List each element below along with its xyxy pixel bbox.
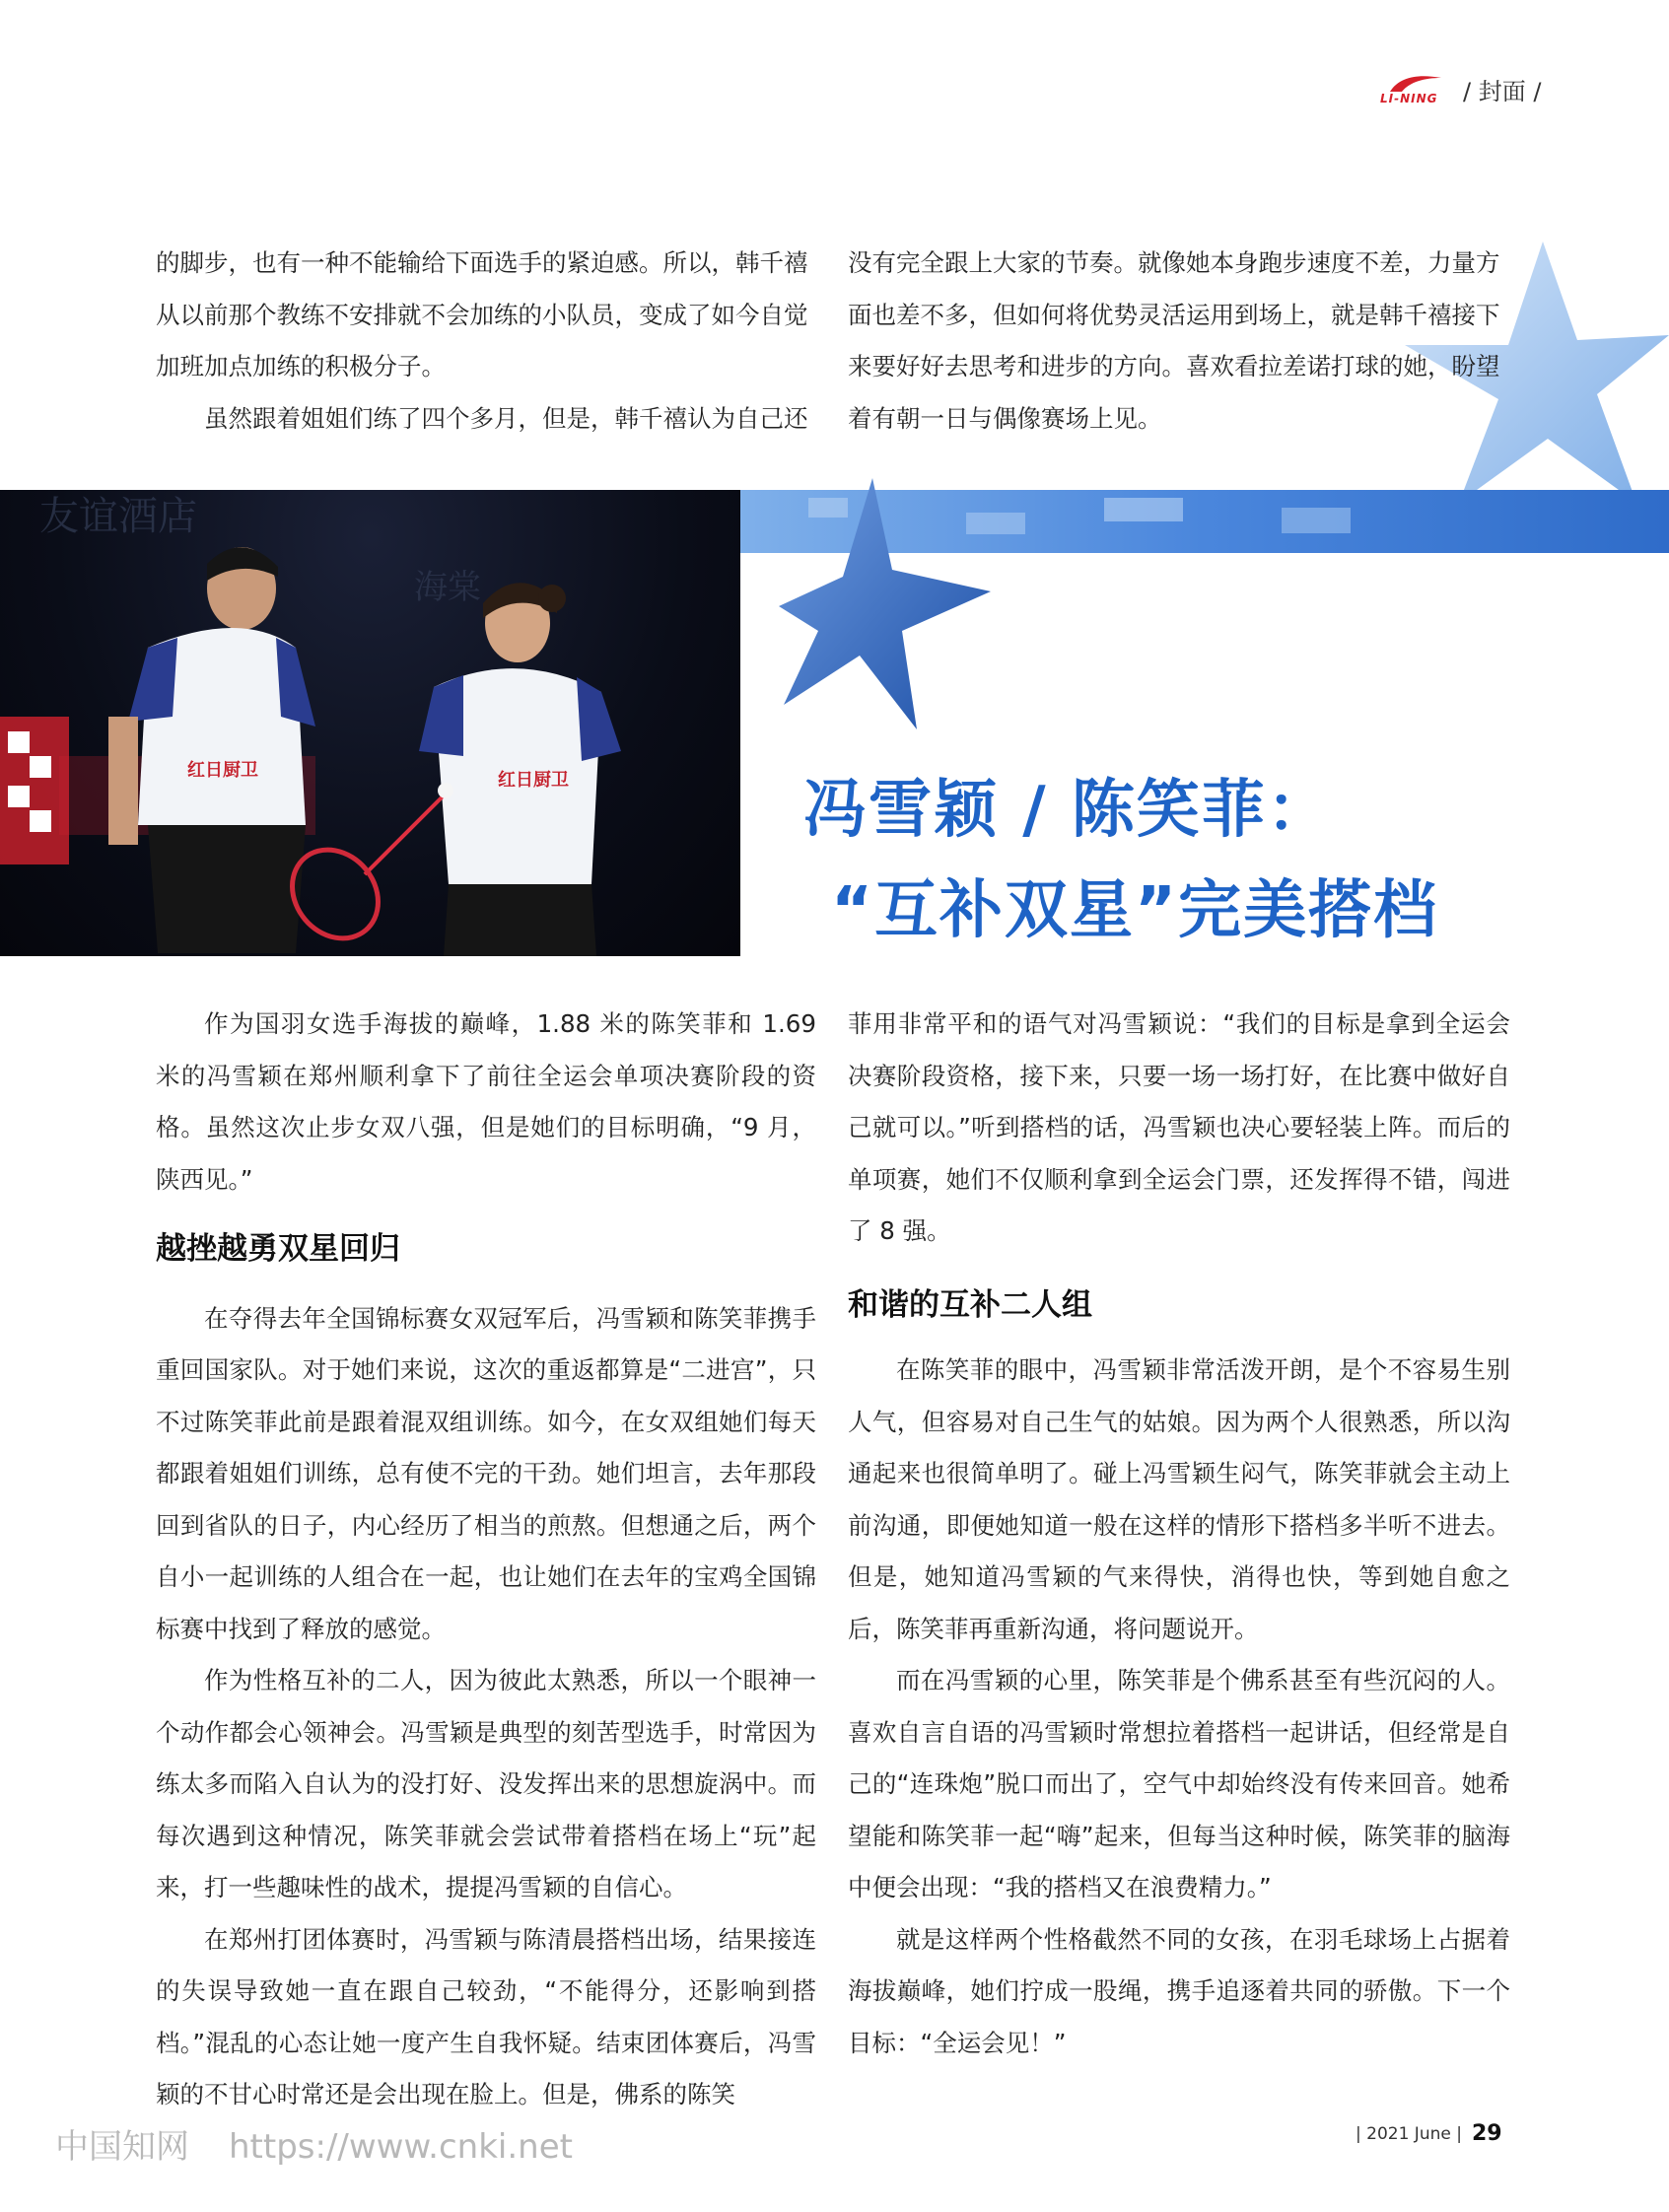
paragraph: 作为性格互补的二人，因为彼此太熟悉，所以一个眼神一个动作都会心领神会。冯雪颖是典型的刻苦型选手，时常因为练太多而陷入自认为的没打好、没发挥出来的思想旋涡中。而每次遇到这种情况，陈笑菲就会尝试带着搭档在场上“玩”起来，打一些趣味性的战术，提提冯雪颖的自信心。 xyxy=(156,1666,816,1901)
text-line: 的脚步，也有一种不能输给下面选手的紧迫感。所以，韩千禧 xyxy=(156,248,808,277)
right-column xyxy=(848,999,1510,2069)
photo-illustration xyxy=(0,490,740,956)
text-line: 来要好好去思考和进步的方向。喜欢看拉差诺打球的她，盼望 xyxy=(848,352,1500,380)
watermark xyxy=(55,2119,573,2168)
jersey-text-right: 红日厨卫 xyxy=(498,770,569,791)
section-label: / 封面 / xyxy=(1463,77,1542,105)
jersey-text-left: 红日厨卫 xyxy=(187,760,258,781)
text-line: 面也差不多，但如何将优势灵活运用到场上，就是韩千禧接下 xyxy=(848,300,1500,329)
players-photo xyxy=(0,490,740,956)
watermark-url: https://www.cnki.net xyxy=(229,2127,573,2167)
text-line: 着有朝一日与偶像赛场上见。 xyxy=(848,403,1162,433)
paragraph: 在陈笑菲的眼中，冯雪颖非常活泼开朗，是个不容易生别人气，但容易对自己生气的姑娘。因为两个人很熟悉，所以沟通起来也很简单明了。碰上冯雪颖生闷气，陈笑菲就会主动上前沟通，即便她知道一般在这样的情形下搭档多半听不进去。但是，她知道冯雪颖的气来得快，消得也快，等到她自愈之后，陈笑菲再重新沟通，将问题说开。 xyxy=(848,1355,1510,1643)
text-line: 没有完全跟上大家的节奏。就像她本身跑步速度不差，力量方 xyxy=(848,248,1500,277)
page-number: 29 xyxy=(1471,2121,1502,2146)
top-left-column xyxy=(156,238,816,445)
intro-paragraph: 作为国羽女选手海拔的巅峰，1.88 米的陈笑菲和 1.69 米的冯雪颖在郑州顺利拿下了前往全运会单项决赛阶段的资格。虽然这次止步女双八强，但是她们的目标明确，“9 月，陕西见。” xyxy=(156,1009,816,1194)
svg-text:友谊酒店: 友谊酒店 xyxy=(39,494,197,539)
li-ning-logo xyxy=(1380,72,1449,105)
svg-text:海棠: 海棠 xyxy=(414,568,481,607)
title-line-2: “互补双星”完美搭档 xyxy=(831,874,1439,947)
paragraph: 而在冯雪颖的心里，陈笑菲是个佛系甚至有些沉闷的人。喜欢自言自语的冯雪颖时常想拉着搭档一起讲话，但经常是自己的“连珠炮”脱口而出了，空气中却始终没有传来回音。她希望能和陈笑菲一起“嗨”起来，但每当这种时候，陈笑菲的脑海中便会出现：“我的搭档又在浪费精力。” xyxy=(848,1666,1510,1901)
text-line: 从以前那个教练不安排就不会加练的小队员，变成了如今自觉 xyxy=(156,300,808,329)
page-header xyxy=(1380,69,1541,108)
paragraph: 在夺得去年全国锦标赛女双冠军后，冯雪颖和陈笑菲携手重回国家队。对于她们来说，这次的重返都算是“二进宫”，只不过陈笑菲此前是跟着混双组训练。如今，在女双组她们每天都跟着姐姐们训练，总有使不完的干劲。她们坦言，去年那段回到省队的日子，内心经历了相当的煎熬。但想通之后，两个自小一起训练的人组合在一起，也让她们在去年的宝鸡全国锦标赛中找到了释放的感觉。 xyxy=(156,1303,816,1643)
title-line-1: 冯雪颖 / 陈笑菲： xyxy=(803,774,1332,847)
paragraph: 在郑州打团体赛时，冯雪颖与陈清晨搭档出场，结果接连的失误导致她一直在跟自己较劲，“不能得分，还影响到搭档。”混乱的心态让她一度产生自我怀疑。结束团体赛后，冯雪颖的不甘心时常还是会出现在脸上。但是，佛系的陈笑 xyxy=(156,1924,816,2108)
left-column xyxy=(156,999,816,2121)
text-line: 加班加点加练的积极分子。 xyxy=(156,352,446,380)
article-title xyxy=(803,759,1438,950)
page-footer xyxy=(1356,2121,1502,2146)
paragraph: 菲用非常平和的语气对冯雪颖说：“我们的目标是拿到全运会决赛阶段资格，接下来，只要一场一场打好，在比赛中做好自己就可以。”听到搭档的话，冯雪颖也决心要轻装上阵。而后的单项赛，她们不仅顺利拿到全运会门票，还发挥得不错，闯进了 8 强。 xyxy=(848,1009,1510,1245)
watermark-cn: 中国知网 xyxy=(55,2127,189,2167)
top-right-column xyxy=(848,238,1508,445)
text-line: 虽然跟着姐姐们练了四个多月，但是，韩千禧认为自己还 xyxy=(204,403,808,433)
paragraph: 就是这样两个性格截然不同的女孩，在羽毛球场上占据着海拔巅峰，她们拧成一股绳，携手追逐着共同的骄傲。下一个目标：“全运会见！” xyxy=(848,1924,1510,2057)
section-heading-2: 和谐的互补二人组 xyxy=(848,1286,1092,1323)
issue-date: | 2021 June | xyxy=(1356,2123,1462,2144)
section-heading-1: 越挫越勇双星回归 xyxy=(156,1231,400,1267)
logo-text: LI-NING xyxy=(1380,92,1438,105)
